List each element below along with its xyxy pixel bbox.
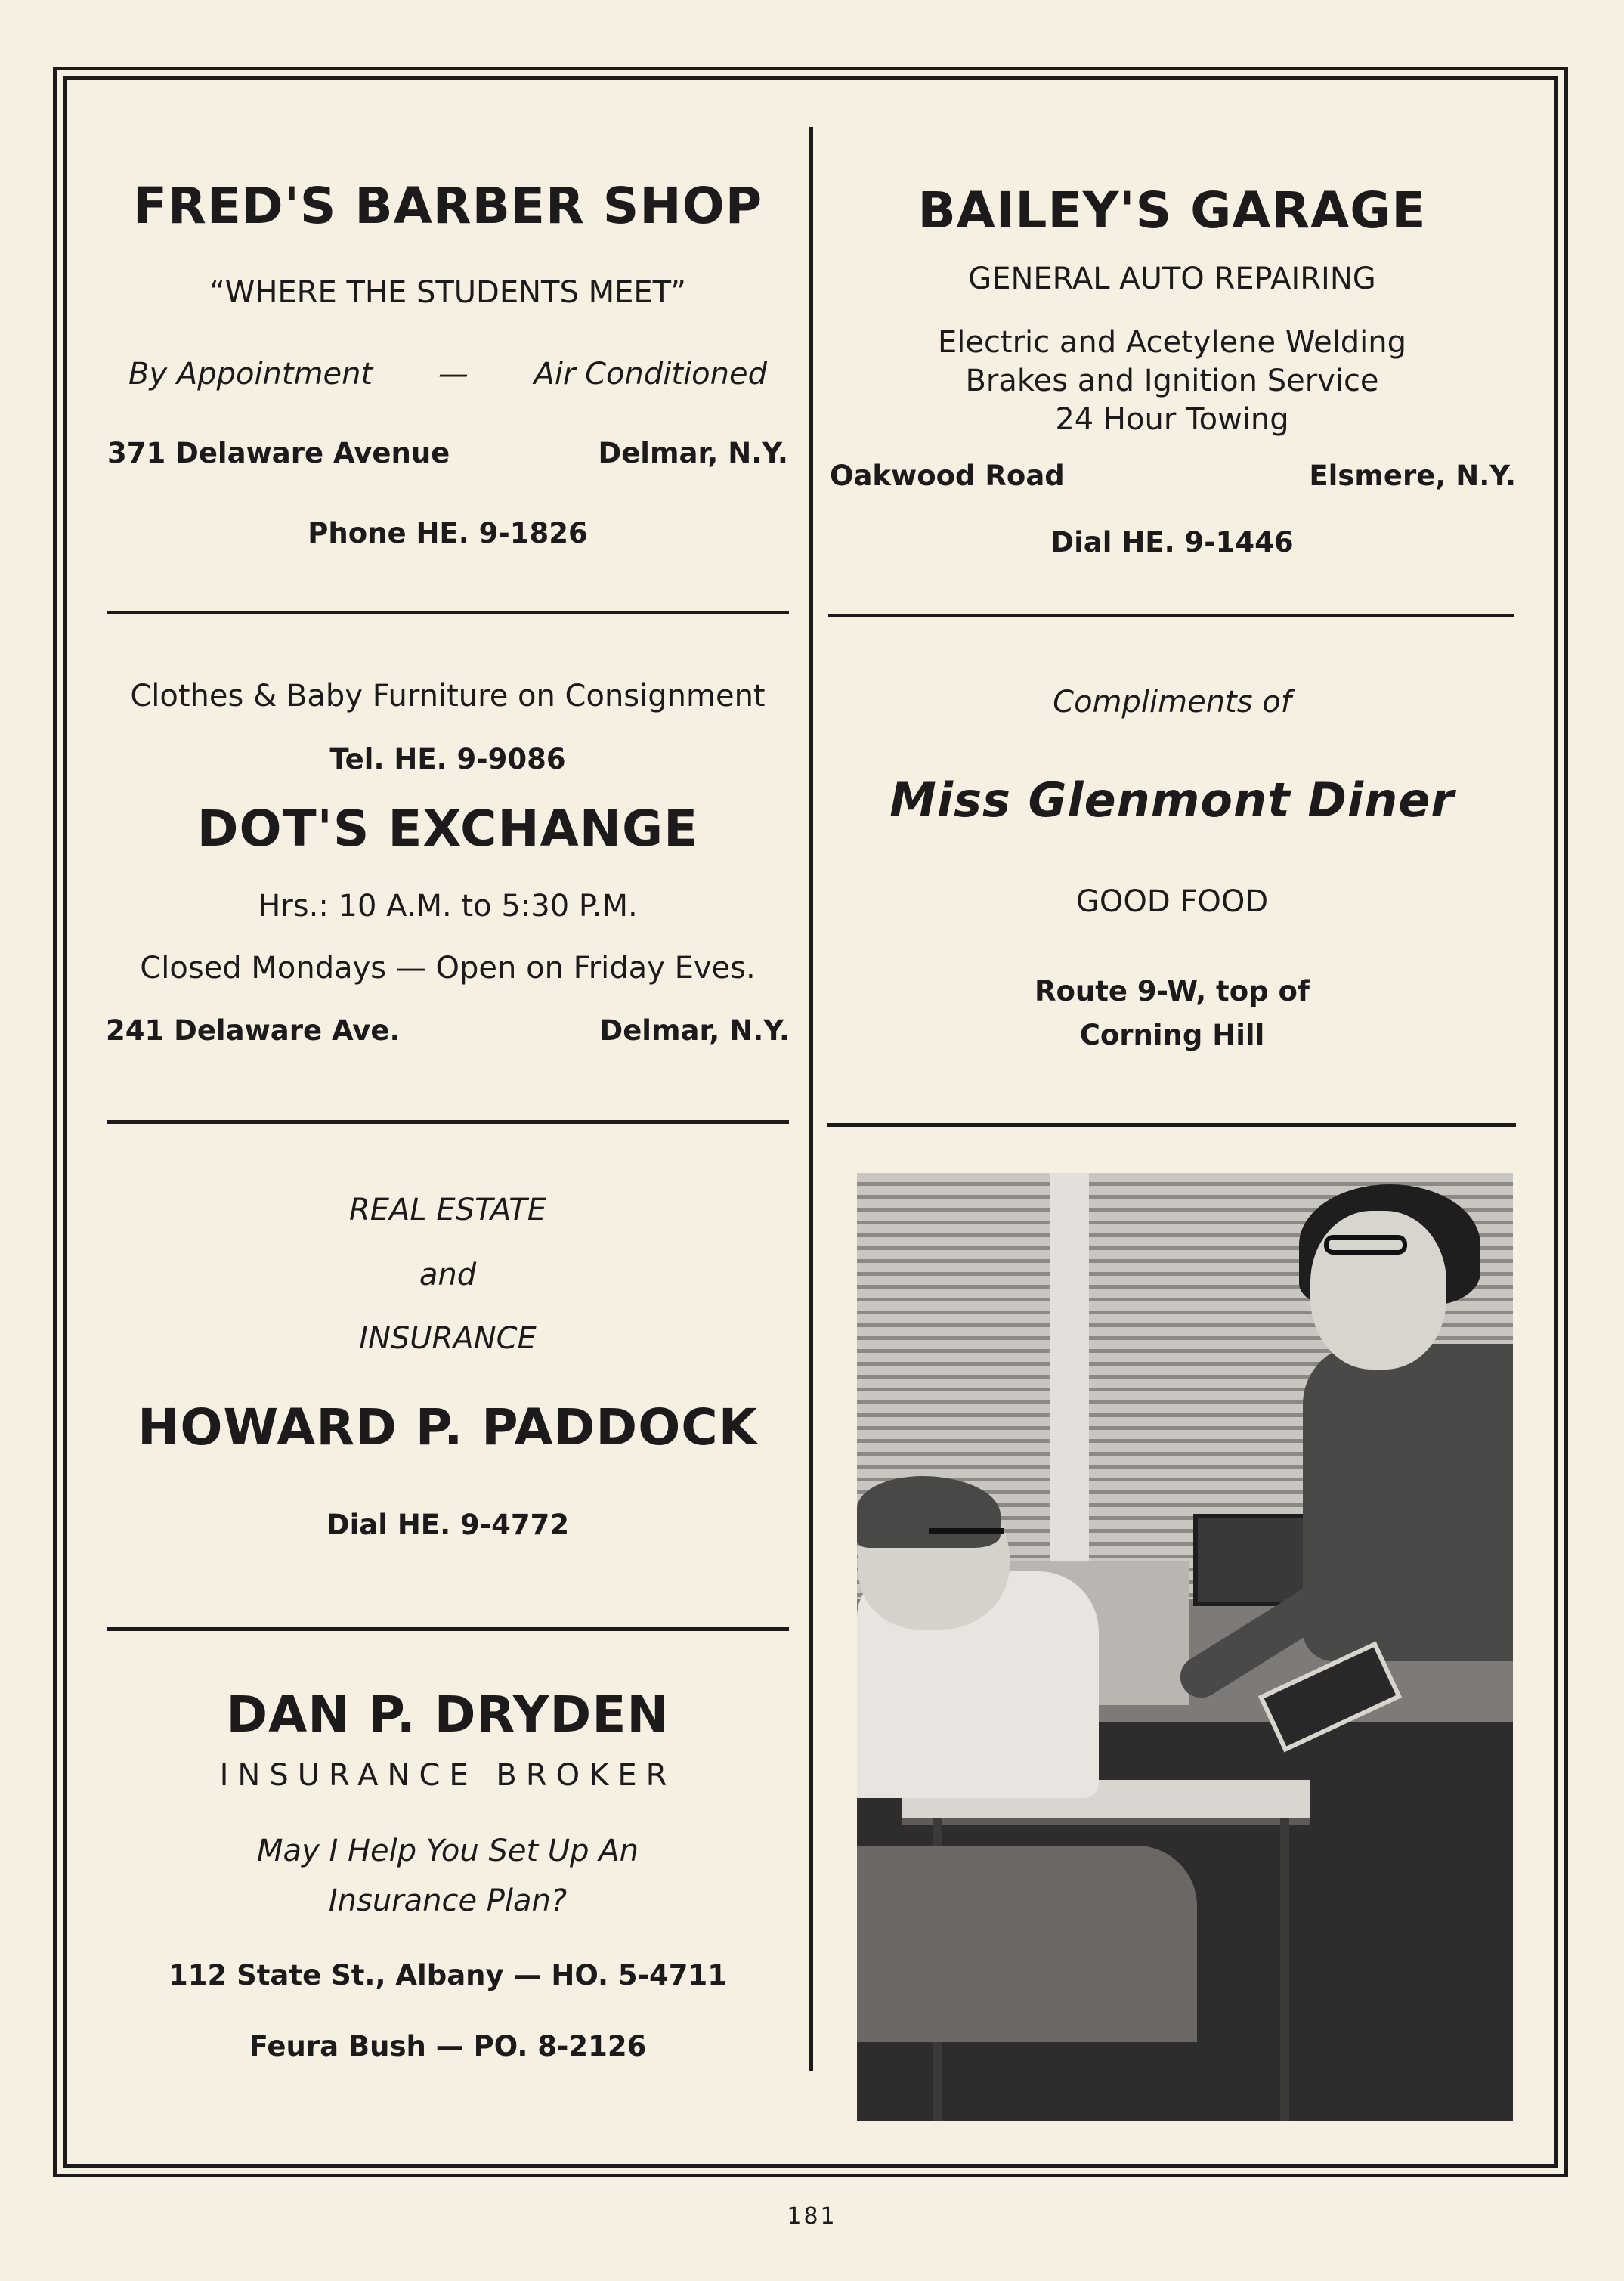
ad-title: DOT'S EXCHANGE: [196, 800, 699, 858]
office-photo: [857, 1173, 1513, 2121]
ad-address: 371 Delaware Avenue: [107, 437, 450, 469]
ad-title: HOWARD P. PADDOCK: [138, 1398, 758, 1456]
ad-miss-glenmont-diner: [828, 665, 1516, 1073]
ad-subtitle: GENERAL AUTO REPAIRING: [968, 262, 1376, 296]
ad-phone: Dial HE. 9-1446: [1050, 526, 1294, 559]
ad-office: 112 State St., Albany — HO. 5-4711: [168, 1959, 728, 1992]
ad-slogan: “WHERE THE STUDENTS MEET”: [209, 275, 686, 310]
ad-dan-dryden: [106, 1678, 790, 2101]
ad-service: Electric and Acetylene Welding: [937, 325, 1407, 360]
page-number: 181: [787, 2203, 837, 2230]
ad-dots-exchange: [106, 665, 790, 1058]
ad-title: DAN P. DRYDEN: [226, 1685, 670, 1744]
divider-right-2: [827, 1123, 1516, 1127]
ad-address: 241 Delaware Ave.: [106, 1014, 401, 1047]
ad-location-1: Route 9-W, top of: [1034, 975, 1310, 1007]
ad-slogan: GOOD FOOD: [1075, 884, 1269, 919]
ad-phone: Phone HE. 9-1826: [308, 517, 588, 549]
ad-howard-paddock: [106, 1179, 790, 1572]
ad-title: Miss Glenmont Diner: [889, 772, 1455, 828]
ad-phone: Dial HE. 9-4772: [326, 1509, 570, 1541]
window-post: [1050, 1173, 1089, 1571]
ad-pitch-2: Insurance Plan?: [328, 1883, 568, 1918]
student-glasses: [929, 1528, 1004, 1534]
ad-phone: Tel. HE. 9-9086: [329, 743, 566, 775]
feature-dash: —: [438, 357, 469, 392]
ad-title: FRED'S BARBER SHOP: [132, 177, 763, 235]
student-pants: [857, 1846, 1197, 2042]
ad-location-2: Corning Hill: [1079, 1019, 1265, 1051]
ad-branch: Feura Bush — PO. 8-2126: [249, 2030, 647, 2063]
ad-city: Delmar, N.Y.: [598, 437, 788, 469]
ad-address-row: [106, 437, 790, 469]
divider-left-1: [107, 611, 789, 614]
ad-pitch-1: May I Help You Set Up An: [257, 1834, 639, 1868]
ad-features: [106, 357, 790, 392]
feature-appointment: By Appointment: [128, 357, 373, 392]
ad-baileys-garage: [828, 166, 1516, 574]
ad-service: 24 Hour Towing: [1055, 402, 1289, 437]
feature-air-conditioned: Air Conditioned: [534, 357, 767, 392]
ad-subtitle: INSURANCE BROKER: [219, 1758, 676, 1793]
divider-left-2: [107, 1120, 789, 1124]
ad-line-insurance: INSURANCE: [359, 1321, 537, 1356]
ad-freds-barber-shop: [106, 166, 790, 559]
ad-address: Oakwood Road: [830, 460, 1065, 492]
ad-city: Delmar, N.Y.: [599, 1014, 790, 1047]
divider-right-1: [828, 614, 1514, 617]
ad-service: Brakes and Ignition Service: [965, 364, 1379, 398]
ad-line-and: and: [419, 1258, 477, 1292]
desk-leg: [1280, 1818, 1289, 2121]
ad-line-real-estate: REAL ESTATE: [348, 1193, 546, 1227]
ad-address-row: [828, 460, 1516, 492]
ad-days: Closed Mondays — Open on Friday Eves.: [140, 951, 756, 986]
column-divider: [809, 127, 813, 2071]
ad-tagline: Clothes & Baby Furniture on Consignment: [130, 679, 766, 713]
ad-title: BAILEY'S GARAGE: [917, 181, 1427, 240]
divider-left-3: [107, 1627, 789, 1631]
woman-glasses: [1324, 1235, 1407, 1255]
ad-address-row: [106, 1014, 790, 1047]
ad-intro: Compliments of: [1053, 685, 1291, 720]
ad-hours: Hrs.: 10 A.M. to 5:30 P.M.: [258, 889, 638, 924]
ad-city: Elsmere, N.Y.: [1309, 460, 1516, 492]
